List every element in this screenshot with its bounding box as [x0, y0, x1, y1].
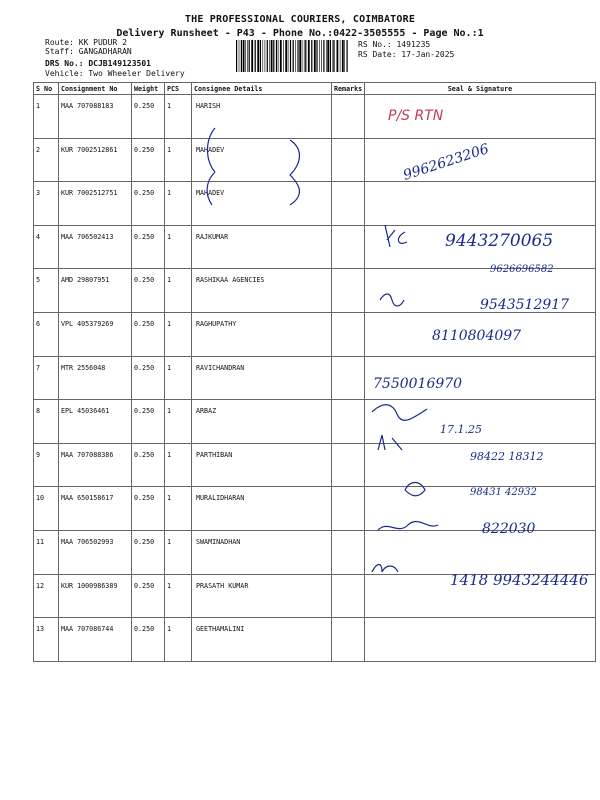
cell-consignee: MAHADEV: [192, 138, 332, 182]
cell-sno: 11: [34, 530, 59, 574]
rs-number: RS No.: 1491235: [358, 40, 431, 49]
handwritten-r7: 8110804097: [432, 328, 522, 344]
company-title: THE PROFESSIONAL COURIERS, COIMBATORE: [184, 14, 416, 25]
cell-consignee: MAHADEV: [192, 182, 332, 226]
cell-sno: 2: [34, 138, 59, 182]
cell-sno: 6: [34, 312, 59, 356]
cell-sno: 9: [34, 443, 59, 487]
cell-signature: [365, 487, 596, 531]
table-header-row: [34, 83, 596, 95]
cell-sno: 13: [34, 618, 59, 662]
cell-pcs: 1: [165, 574, 192, 618]
table-row: [34, 312, 596, 356]
cell-consignee: RASHIKAA AGENCIES: [192, 269, 332, 313]
handwritten-r2-3: 9962623206: [401, 141, 491, 184]
cell-pcs: 1: [165, 269, 192, 313]
cell-sno: 5: [34, 269, 59, 313]
header-consignee: Consignee Details: [192, 83, 332, 95]
table-row: [34, 618, 596, 662]
drs-number: DRS No.: DCJB149123501: [45, 59, 151, 68]
cell-sno: 1: [34, 95, 59, 139]
cell-sno: 8: [34, 400, 59, 444]
cell-signature: [365, 530, 596, 574]
runsheet-table: [33, 82, 596, 662]
cell-consignment: AMD 29807951: [59, 269, 132, 313]
table-row: [34, 574, 596, 618]
header-pcs: PCS: [165, 83, 192, 95]
handwritten-r6: 9543512917: [480, 297, 570, 313]
cell-signature: [365, 443, 596, 487]
cell-weight: 0.250: [132, 530, 165, 574]
header-remarks: Remarks: [332, 83, 365, 95]
table-row: [34, 225, 596, 269]
staff-label: Staff: GANGADHARAN: [45, 47, 132, 56]
cell-consignment: MAA 706502413: [59, 225, 132, 269]
cell-pcs: 1: [165, 400, 192, 444]
cell-weight: 0.250: [132, 356, 165, 400]
cell-remarks: [332, 269, 365, 313]
cell-signature: [365, 618, 596, 662]
cell-signature: [365, 312, 596, 356]
cell-signature: [365, 400, 596, 444]
cell-signature: [365, 95, 596, 139]
cell-consignment: KUR 1000986389: [59, 574, 132, 618]
cell-pcs: 1: [165, 530, 192, 574]
header-weight: Weight: [132, 83, 165, 95]
cell-consignment: KUR 7002512861: [59, 138, 132, 182]
handwritten-r13: 1418 9943244446: [450, 571, 589, 589]
cell-consignee: RAVICHANDRAN: [192, 356, 332, 400]
cell-consignee: GEETHAMALINI: [192, 618, 332, 662]
header-consignment: Consignment No: [59, 83, 132, 95]
cell-remarks: [332, 618, 365, 662]
table-row: [34, 269, 596, 313]
cell-pcs: 1: [165, 312, 192, 356]
cell-remarks: [332, 182, 365, 226]
cell-consignee: PARTHIBAN: [192, 443, 332, 487]
cell-remarks: [332, 356, 365, 400]
runsheet-subtitle: Delivery Runsheet - P43 - Phone No.:0422-3505555 - Page No.:1: [116, 28, 484, 39]
cell-remarks: [332, 530, 365, 574]
header-sno: S No: [34, 83, 59, 95]
cell-weight: 0.250: [132, 138, 165, 182]
table-row: [34, 443, 596, 487]
cell-sno: 12: [34, 574, 59, 618]
cell-signature: [365, 269, 596, 313]
cell-remarks: [332, 95, 365, 139]
table-row: [34, 530, 596, 574]
cell-remarks: [332, 443, 365, 487]
cell-signature: [365, 356, 596, 400]
cell-consignee: SWAMINADHAN: [192, 530, 332, 574]
handwritten-r10: 98422 18312: [470, 450, 544, 463]
handwritten-r5: 9626696582: [490, 264, 554, 275]
handwritten-r11: 98431 42932: [470, 487, 537, 498]
cell-consignee: MURALIDHARAN: [192, 487, 332, 531]
rs-date: RS Date: 17-Jan-2025: [358, 50, 455, 59]
handwritten-r4: 9443270065: [445, 231, 554, 251]
cell-consignment: MAA 707088183: [59, 95, 132, 139]
header-signature: Seal & Signature: [365, 83, 596, 95]
cell-weight: 0.250: [132, 95, 165, 139]
table-row: [34, 487, 596, 531]
cell-consignment: MAA 706502993: [59, 530, 132, 574]
cell-consignee: HARISH: [192, 95, 332, 139]
cell-pcs: 1: [165, 487, 192, 531]
handwritten-r1: P/S RTN: [388, 108, 444, 124]
cell-pcs: 1: [165, 356, 192, 400]
cell-sno: 3: [34, 182, 59, 226]
cell-consignee: RAJKUMAR: [192, 225, 332, 269]
handwritten-r9: 17.1.25: [440, 423, 482, 436]
cell-consignment: MTR 2556048: [59, 356, 132, 400]
cell-weight: 0.250: [132, 225, 165, 269]
barcode-image: [236, 40, 350, 72]
cell-remarks: [332, 225, 365, 269]
cell-consignment: VPL 405379269: [59, 312, 132, 356]
cell-consignment: MAA 650158617: [59, 487, 132, 531]
cell-remarks: [332, 574, 365, 618]
cell-signature: [365, 182, 596, 226]
table-row: [34, 138, 596, 182]
cell-consignee: ARBAZ: [192, 400, 332, 444]
cell-weight: 0.250: [132, 312, 165, 356]
cell-consignee: PRASATH KUMAR: [192, 574, 332, 618]
table-row: [34, 95, 596, 139]
cell-remarks: [332, 138, 365, 182]
cell-pcs: 1: [165, 443, 192, 487]
cell-pcs: 1: [165, 182, 192, 226]
cell-consignee: RAGHUPATHY: [192, 312, 332, 356]
cell-weight: 0.250: [132, 618, 165, 662]
cell-consignment: MAA 707088386: [59, 443, 132, 487]
cell-pcs: 1: [165, 618, 192, 662]
cell-remarks: [332, 487, 365, 531]
cell-remarks: [332, 312, 365, 356]
cell-weight: 0.250: [132, 574, 165, 618]
cell-weight: 0.250: [132, 487, 165, 531]
cell-sno: 7: [34, 356, 59, 400]
cell-pcs: 1: [165, 225, 192, 269]
cell-signature: [365, 574, 596, 618]
cell-consignment: MAA 707086744: [59, 618, 132, 662]
route-label: Route: KK PUDUR 2: [45, 38, 127, 47]
handwritten-r8: 7550016970: [373, 376, 463, 392]
cell-weight: 0.250: [132, 443, 165, 487]
cell-consignment: KUR 7002512751: [59, 182, 132, 226]
handwritten-r12: 822030: [482, 521, 536, 537]
table-row: [34, 182, 596, 226]
cell-weight: 0.250: [132, 400, 165, 444]
vehicle-label: Vehicle: Two Wheeler Delivery: [45, 69, 185, 78]
cell-weight: 0.250: [132, 269, 165, 313]
table-row: [34, 400, 596, 444]
cell-sno: 4: [34, 225, 59, 269]
cell-sno: 10: [34, 487, 59, 531]
cell-weight: 0.250: [132, 182, 165, 226]
cell-signature: [365, 225, 596, 269]
cell-signature: [365, 138, 596, 182]
cell-pcs: 1: [165, 95, 192, 139]
table-row: [34, 356, 596, 400]
cell-consignment: EPL 45036461: [59, 400, 132, 444]
cell-pcs: 1: [165, 138, 192, 182]
cell-remarks: [332, 400, 365, 444]
